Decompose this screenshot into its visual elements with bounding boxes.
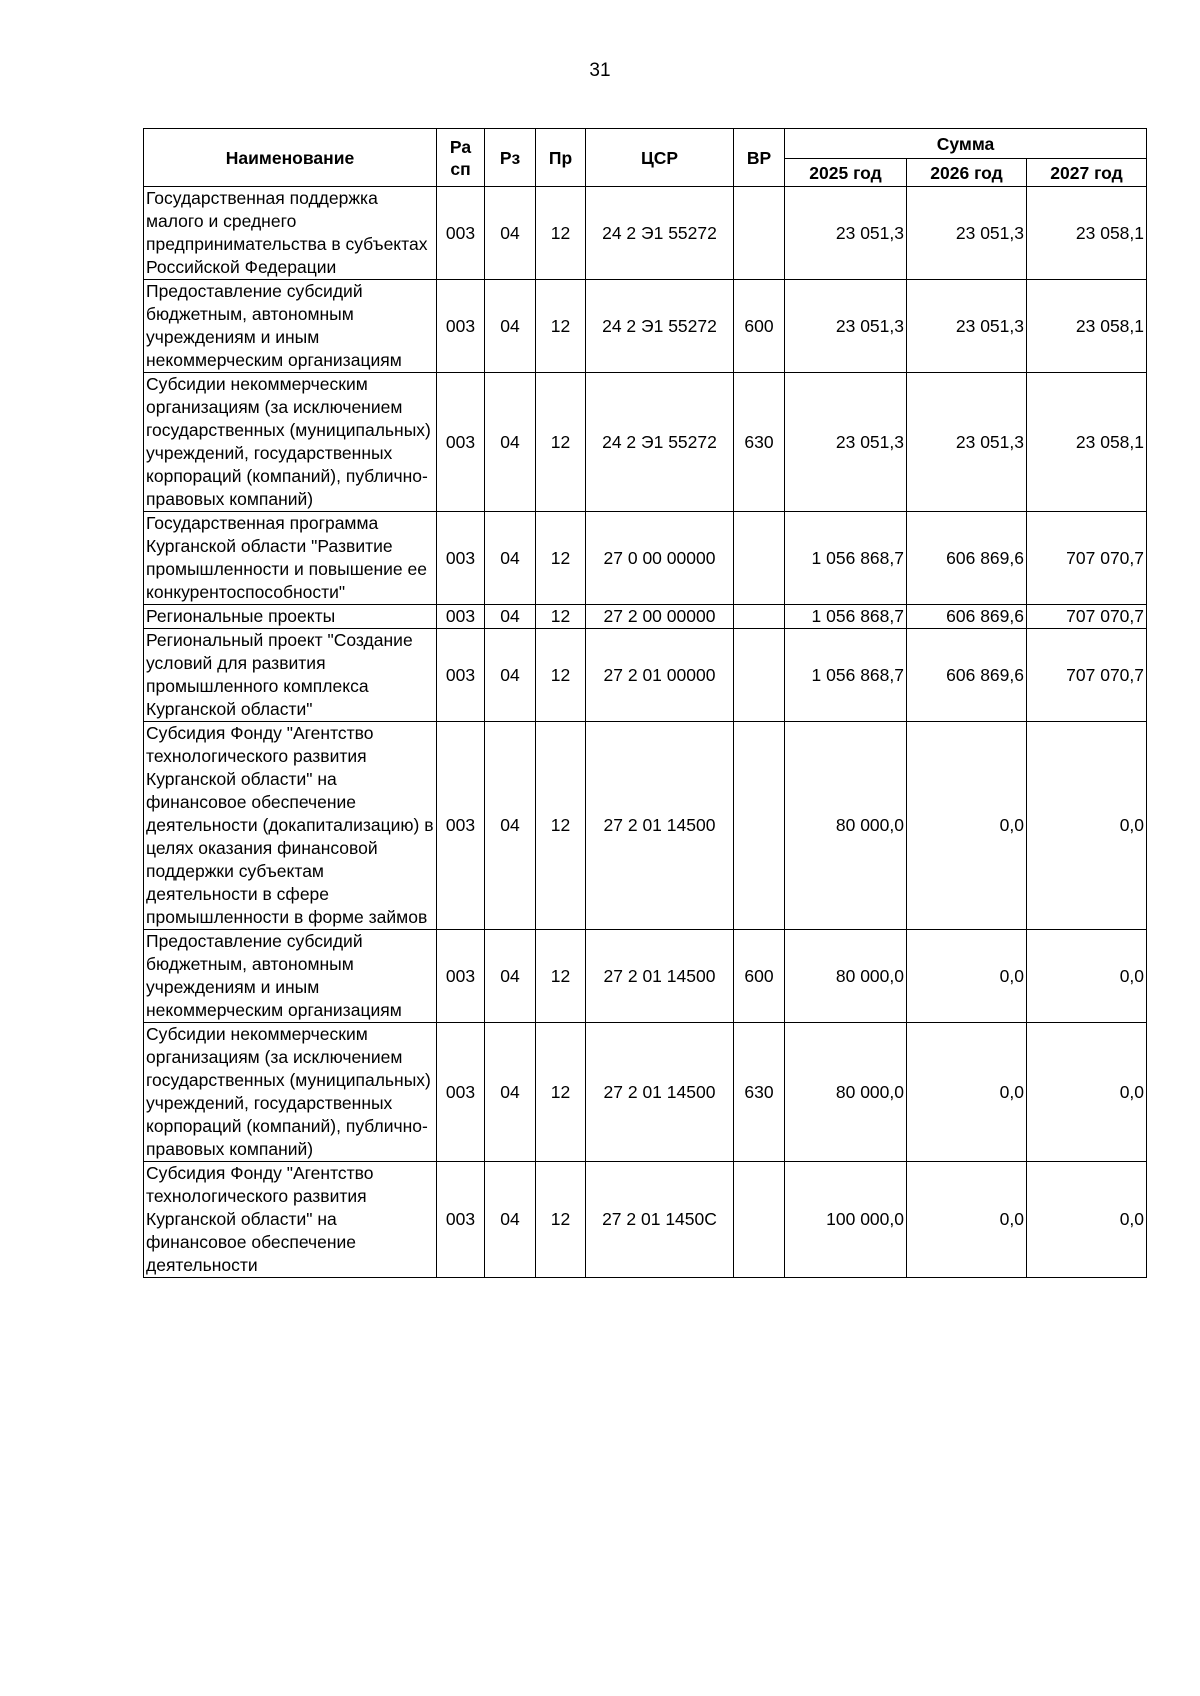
row-rz: 04 bbox=[485, 1023, 536, 1162]
row-pr: 12 bbox=[536, 605, 586, 629]
row-sum-2026: 606 869,6 bbox=[907, 512, 1027, 605]
row-csr: 27 2 00 00000 bbox=[586, 605, 734, 629]
row-vr bbox=[734, 605, 785, 629]
row-sum-2027: 0,0 bbox=[1027, 1023, 1147, 1162]
row-rz: 04 bbox=[485, 280, 536, 373]
row-sum-2025: 23 051,3 bbox=[785, 373, 907, 512]
row-pr: 12 bbox=[536, 930, 586, 1023]
row-sum-2025: 23 051,3 bbox=[785, 280, 907, 373]
row-sum-2027: 23 058,1 bbox=[1027, 280, 1147, 373]
header-vr: ВР bbox=[734, 129, 785, 187]
row-sum-2026: 23 051,3 bbox=[907, 373, 1027, 512]
row-csr: 27 2 01 1450С bbox=[586, 1162, 734, 1278]
row-vr: 600 bbox=[734, 930, 785, 1023]
row-vr: 630 bbox=[734, 373, 785, 512]
table-row bbox=[144, 187, 1147, 280]
header-year-2025: 2025 год bbox=[785, 159, 907, 187]
header-pr: Пр bbox=[536, 129, 586, 187]
table-row bbox=[144, 373, 1147, 512]
table-row bbox=[144, 930, 1147, 1023]
row-csr: 27 2 01 00000 bbox=[586, 629, 734, 722]
row-vr: 630 bbox=[734, 1023, 785, 1162]
row-vr: 600 bbox=[734, 280, 785, 373]
row-name: Региональные проекты bbox=[144, 605, 437, 629]
row-sum-2027: 23 058,1 bbox=[1027, 187, 1147, 280]
row-name: Субсидия Фонду "Агентство технологического развития Курганской области" на финансовое обеспечение деятельности (докапитализацию) в целях оказания финансовой поддержки субъектам деятельности в сфере промышленности в форме займов bbox=[144, 722, 437, 930]
row-rasp: 003 bbox=[437, 605, 485, 629]
row-name: Предоставление субсидий бюджетным, автономным учреждениям и иным некоммерческим организациям bbox=[144, 930, 437, 1023]
row-sum-2025: 80 000,0 bbox=[785, 1023, 907, 1162]
row-sum-2025: 100 000,0 bbox=[785, 1162, 907, 1278]
row-rz: 04 bbox=[485, 373, 536, 512]
row-csr: 27 2 01 14500 bbox=[586, 930, 734, 1023]
row-sum-2027: 0,0 bbox=[1027, 722, 1147, 930]
row-rz: 04 bbox=[485, 512, 536, 605]
row-pr: 12 bbox=[536, 1023, 586, 1162]
header-rz: Рз bbox=[485, 129, 536, 187]
table-row bbox=[144, 629, 1147, 722]
row-name: Субсидия Фонду "Агентство технологического развития Курганской области" на финансовое обеспечение деятельности bbox=[144, 1162, 437, 1278]
row-rasp: 003 bbox=[437, 187, 485, 280]
header-year-2027: 2027 год bbox=[1027, 159, 1147, 187]
row-pr: 12 bbox=[536, 722, 586, 930]
table-row bbox=[144, 605, 1147, 629]
row-vr bbox=[734, 629, 785, 722]
row-sum-2027: 707 070,7 bbox=[1027, 512, 1147, 605]
row-name: Региональный проект "Создание условий для развития промышленного комплекса Курганской области" bbox=[144, 629, 437, 722]
row-name: Субсидии некоммерческим организациям (за исключением государственных (муниципальных) учреждений, государственных корпораций (компаний), публично-правовых компаний) bbox=[144, 1023, 437, 1162]
row-sum-2026: 0,0 bbox=[907, 722, 1027, 930]
row-sum-2025: 1 056 868,7 bbox=[785, 605, 907, 629]
row-rasp: 003 bbox=[437, 1162, 485, 1278]
row-pr: 12 bbox=[536, 373, 586, 512]
row-sum-2025: 80 000,0 bbox=[785, 930, 907, 1023]
row-rz: 04 bbox=[485, 605, 536, 629]
page-number: 31 bbox=[589, 60, 611, 81]
row-csr: 24 2 Э1 55272 bbox=[586, 373, 734, 512]
row-sum-2025: 1 056 868,7 bbox=[785, 629, 907, 722]
table-header-row bbox=[144, 129, 1147, 159]
row-rasp: 003 bbox=[437, 930, 485, 1023]
row-csr: 27 2 01 14500 bbox=[586, 1023, 734, 1162]
header-sum: Сумма bbox=[785, 129, 1147, 159]
table-row bbox=[144, 722, 1147, 930]
table-row bbox=[144, 280, 1147, 373]
row-csr: 24 2 Э1 55272 bbox=[586, 187, 734, 280]
row-name: Предоставление субсидий бюджетным, автономным учреждениям и иным некоммерческим организациям bbox=[144, 280, 437, 373]
budget-table bbox=[143, 128, 1147, 1278]
row-vr bbox=[734, 512, 785, 605]
row-sum-2026: 23 051,3 bbox=[907, 187, 1027, 280]
header-csr: ЦСР bbox=[586, 129, 734, 187]
row-pr: 12 bbox=[536, 187, 586, 280]
row-sum-2025: 23 051,3 bbox=[785, 187, 907, 280]
row-rz: 04 bbox=[485, 187, 536, 280]
header-name: Наименование bbox=[144, 129, 437, 187]
row-sum-2026: 0,0 bbox=[907, 1162, 1027, 1278]
row-rasp: 003 bbox=[437, 280, 485, 373]
row-vr bbox=[734, 1162, 785, 1278]
row-sum-2026: 0,0 bbox=[907, 1023, 1027, 1162]
table-row bbox=[144, 1023, 1147, 1162]
row-sum-2027: 707 070,7 bbox=[1027, 629, 1147, 722]
row-pr: 12 bbox=[536, 629, 586, 722]
row-csr: 27 2 01 14500 bbox=[586, 722, 734, 930]
row-name: Государственная поддержка малого и среднего предпринимательства в субъектах Российской Федерации bbox=[144, 187, 437, 280]
row-sum-2027: 707 070,7 bbox=[1027, 605, 1147, 629]
row-rz: 04 bbox=[485, 722, 536, 930]
row-sum-2026: 23 051,3 bbox=[907, 280, 1027, 373]
row-pr: 12 bbox=[536, 512, 586, 605]
row-vr bbox=[734, 722, 785, 930]
row-sum-2027: 23 058,1 bbox=[1027, 373, 1147, 512]
row-sum-2026: 0,0 bbox=[907, 930, 1027, 1023]
row-name: Субсидии некоммерческим организациям (за исключением государственных (муниципальных) учреждений, государственных корпораций (компаний), публично-правовых компаний) bbox=[144, 373, 437, 512]
row-pr: 12 bbox=[536, 280, 586, 373]
row-sum-2025: 1 056 868,7 bbox=[785, 512, 907, 605]
table-row bbox=[144, 512, 1147, 605]
row-vr bbox=[734, 187, 785, 280]
row-sum-2027: 0,0 bbox=[1027, 930, 1147, 1023]
row-rasp: 003 bbox=[437, 373, 485, 512]
row-rasp: 003 bbox=[437, 512, 485, 605]
row-csr: 24 2 Э1 55272 bbox=[586, 280, 734, 373]
row-name: Государственная программа Курганской области "Развитие промышленности и повышение ее конкурентоспособности" bbox=[144, 512, 437, 605]
header-year-2026: 2026 год bbox=[907, 159, 1027, 187]
row-rasp: 003 bbox=[437, 1023, 485, 1162]
table-row bbox=[144, 1162, 1147, 1278]
row-rasp: 003 bbox=[437, 629, 485, 722]
row-rz: 04 bbox=[485, 1162, 536, 1278]
row-rz: 04 bbox=[485, 629, 536, 722]
row-sum-2027: 0,0 bbox=[1027, 1162, 1147, 1278]
row-sum-2026: 606 869,6 bbox=[907, 629, 1027, 722]
row-rz: 04 bbox=[485, 930, 536, 1023]
row-pr: 12 bbox=[536, 1162, 586, 1278]
row-sum-2025: 80 000,0 bbox=[785, 722, 907, 930]
row-csr: 27 0 00 00000 bbox=[586, 512, 734, 605]
row-rasp: 003 bbox=[437, 722, 485, 930]
row-sum-2026: 606 869,6 bbox=[907, 605, 1027, 629]
header-rasp: Ра сп bbox=[437, 129, 485, 187]
